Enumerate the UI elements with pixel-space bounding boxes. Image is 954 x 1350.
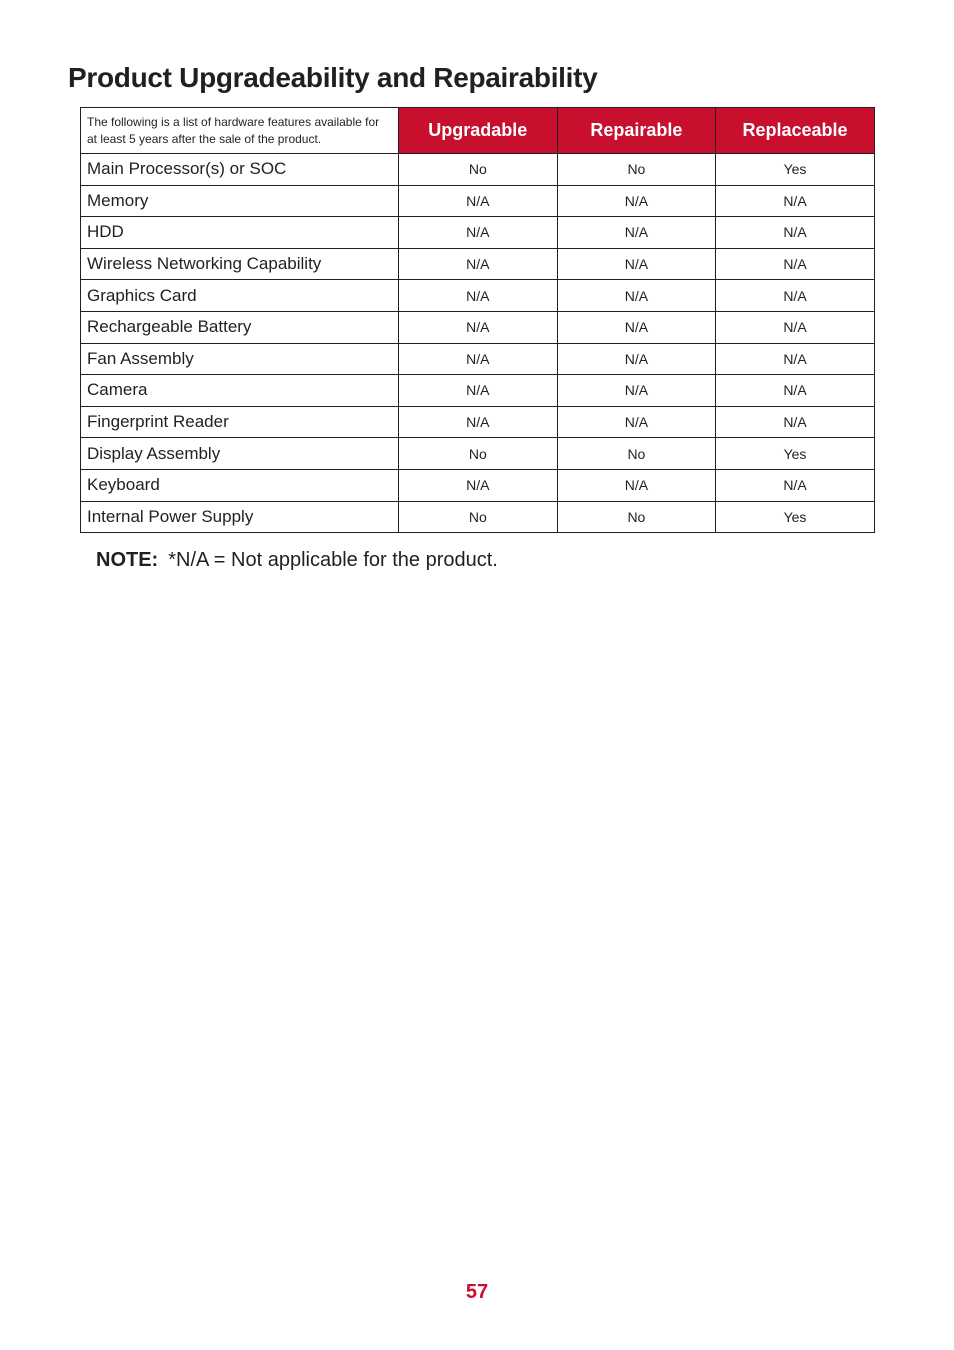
upgradable-cell: No	[399, 438, 558, 470]
repairable-cell: N/A	[557, 469, 716, 501]
replaceable-cell: N/A	[716, 248, 875, 280]
page-title: Product Upgradeability and Repairability	[68, 62, 598, 93]
table-row	[81, 217, 875, 249]
feature-cell: Keyboard	[81, 469, 399, 501]
table-row	[81, 280, 875, 312]
replaceable-cell: N/A	[716, 311, 875, 343]
upgradable-cell: N/A	[399, 469, 558, 501]
feature-cell: Wireless Networking Capability	[81, 248, 399, 280]
replaceable-cell: Yes	[716, 154, 875, 186]
feature-cell: Fingerprint Reader	[81, 406, 399, 438]
replaceable-cell: N/A	[716, 375, 875, 407]
table-row	[81, 154, 875, 186]
repairability-table	[80, 107, 875, 533]
upgradable-cell: No	[399, 501, 558, 533]
upgradable-cell: N/A	[399, 311, 558, 343]
feature-cell: Internal Power Supply	[81, 501, 399, 533]
repairable-cell: No	[557, 438, 716, 470]
repairable-cell: N/A	[557, 343, 716, 375]
repairable-cell: No	[557, 501, 716, 533]
replaceable-cell: Yes	[716, 438, 875, 470]
table-row	[81, 185, 875, 217]
replaceable-cell: N/A	[716, 406, 875, 438]
table-row	[81, 469, 875, 501]
table-row	[81, 311, 875, 343]
feature-cell: Display Assembly	[81, 438, 399, 470]
upgradable-cell: N/A	[399, 343, 558, 375]
footnote	[96, 549, 498, 572]
repairable-cell: N/A	[557, 375, 716, 407]
note-text: *N/A = Not applicable for the product.	[168, 549, 498, 571]
column-header-replaceable: Replaceable	[716, 108, 875, 154]
upgradable-cell: No	[399, 154, 558, 186]
feature-cell: Graphics Card	[81, 280, 399, 312]
repairable-cell: N/A	[557, 311, 716, 343]
feature-cell: Main Processor(s) or SOC	[81, 154, 399, 186]
upgradable-cell: N/A	[399, 280, 558, 312]
upgradable-cell: N/A	[399, 375, 558, 407]
column-header-repairable: Repairable	[557, 108, 716, 154]
table-row	[81, 501, 875, 533]
table-row	[81, 248, 875, 280]
replaceable-cell: N/A	[716, 469, 875, 501]
page-number: 57	[465, 1281, 489, 1303]
upgradable-cell: N/A	[399, 217, 558, 249]
upgradable-cell: N/A	[399, 406, 558, 438]
upgradable-cell: N/A	[399, 248, 558, 280]
replaceable-cell: N/A	[716, 185, 875, 217]
feature-cell: Memory	[81, 185, 399, 217]
repairable-cell: N/A	[557, 217, 716, 249]
repairable-cell: N/A	[557, 406, 716, 438]
feature-cell: Camera	[81, 375, 399, 407]
table-header-note: The following is a list of hardware features available for at least 5 years after the sale of the product.	[81, 108, 399, 154]
feature-cell: Rechargeable Battery	[81, 311, 399, 343]
replaceable-cell: N/A	[716, 280, 875, 312]
repairable-cell: N/A	[557, 185, 716, 217]
table-header-row	[81, 108, 875, 154]
replaceable-cell: N/A	[716, 217, 875, 249]
note-label: NOTE:	[96, 549, 159, 571]
feature-cell: Fan Assembly	[81, 343, 399, 375]
table-row	[81, 375, 875, 407]
table-row	[81, 343, 875, 375]
repairable-cell: No	[557, 154, 716, 186]
replaceable-cell: Yes	[716, 501, 875, 533]
repairable-cell: N/A	[557, 248, 716, 280]
column-header-upgradable: Upgradable	[399, 108, 558, 154]
table-row	[81, 438, 875, 470]
upgradable-cell: N/A	[399, 185, 558, 217]
table-row	[81, 406, 875, 438]
feature-cell: HDD	[81, 217, 399, 249]
repairable-cell: N/A	[557, 280, 716, 312]
replaceable-cell: N/A	[716, 343, 875, 375]
